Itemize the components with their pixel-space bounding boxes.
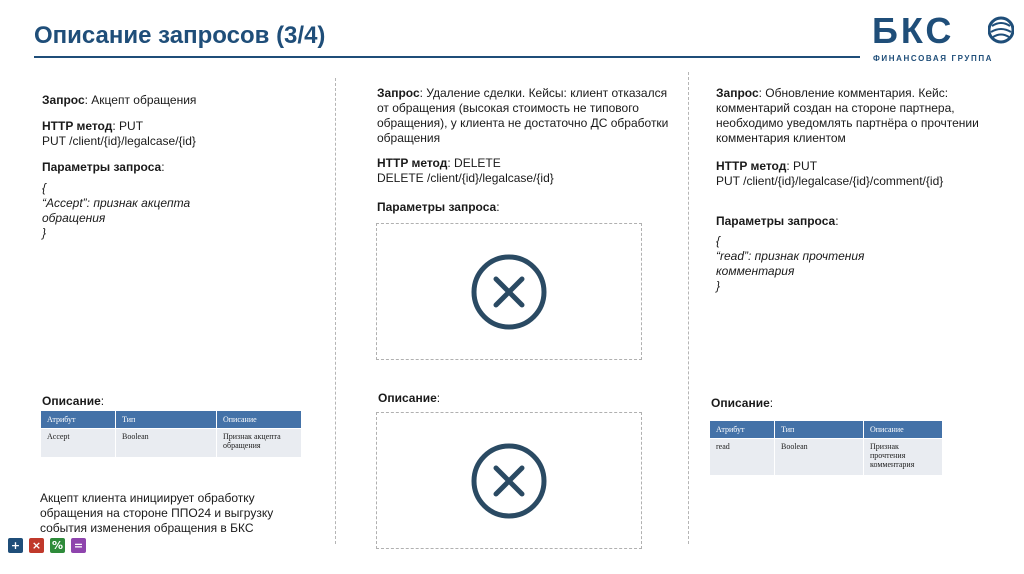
col3-attributes-table	[710, 421, 943, 475]
globe-icon	[988, 12, 1014, 48]
table-header: Тип	[775, 421, 864, 439]
column-divider-2	[688, 72, 689, 544]
col1-footer-note: Акцепт клиента инициирует обработку обращения на стороне ППО24 и выгрузку события изменения обращения в БКС	[40, 491, 274, 535]
col1-params-body: { “Accept”: признак акцепта обращения }	[42, 181, 191, 240]
table-header: Описание	[217, 411, 302, 429]
table-header: Описание	[864, 421, 943, 439]
table-row	[41, 429, 302, 458]
col1-http-path: PUT /client/{id}/legalcase/{id}	[42, 134, 196, 148]
no-description-icon	[469, 441, 549, 521]
table-cell: read	[710, 439, 775, 476]
table-header: Тип	[116, 411, 217, 429]
title-underline	[34, 56, 860, 58]
page-title: Описание запросов (3/4)	[34, 22, 326, 49]
col2-http-method: HTTP метод: DELETE DELETE /client/{id}/legalcase/{id}	[377, 156, 554, 185]
col1-params-label: Параметры запроса:	[42, 160, 165, 174]
equals-button[interactable]: =	[71, 538, 86, 553]
col2-http-path: DELETE /client/{id}/legalcase/{id}	[377, 171, 554, 185]
bks-logo	[870, 8, 1016, 66]
col3-params-label: Параметры запроса:	[716, 214, 839, 228]
table-cell: Boolean	[775, 439, 864, 476]
col3-request: Запрос: Обновление комментария. Кейс: комментарий создан на стороне партнера, необходимо уведомлять партнёра о прочтении комментария клиентом	[716, 86, 979, 145]
percent-button[interactable]: %	[51, 539, 64, 552]
logo-subtitle: ФИНАНСОВАЯ ГРУППА	[873, 54, 994, 63]
col2-params-placeholder	[376, 223, 642, 360]
logo-text: БКС	[872, 10, 955, 51]
table-cell: Признак прочтения комментария	[864, 439, 943, 476]
col3-desc-label: Описание:	[711, 396, 774, 410]
table-cell: Признак акцепта обращения	[217, 429, 302, 458]
multiply-button[interactable]: ×	[29, 538, 44, 553]
col2-params-label: Параметры запроса:	[377, 200, 500, 214]
table-cell: Accept	[41, 429, 116, 458]
column-divider-1	[335, 78, 336, 544]
table-header: Атрибут	[41, 411, 116, 429]
plus-button[interactable]: +	[8, 538, 23, 553]
col2-request: Запрос: Удаление сделки. Кейсы: клиент отказался от обращения (высокая стоимость не типового обращения), у клиента не достаточно ДС обработки обращения	[377, 86, 669, 145]
col3-http-path: PUT /client/{id}/legalcase/{id}/comment/{id}	[716, 174, 944, 188]
slide-toolbar	[8, 538, 86, 553]
table-cell: Boolean	[116, 429, 217, 458]
col1-http-method: HTTP метод: PUT PUT /client/{id}/legalcase/{id}	[42, 119, 196, 148]
col1-desc-label: Описание:	[42, 394, 105, 408]
col1-attributes-table	[41, 411, 302, 457]
table-header: Атрибут	[710, 421, 775, 439]
no-params-icon	[469, 252, 549, 332]
col2-desc-placeholder	[376, 412, 642, 549]
col3-params-body: { “read”: признак прочтения комментария }	[716, 234, 865, 293]
table-row	[710, 439, 943, 476]
col3-http-method: HTTP метод: PUT PUT /client/{id}/legalcase/{id}/comment/{id}	[716, 159, 944, 188]
col1-request: Запрос: Акцепт обращения	[42, 93, 197, 107]
col2-desc-label: Описание:	[378, 391, 441, 405]
